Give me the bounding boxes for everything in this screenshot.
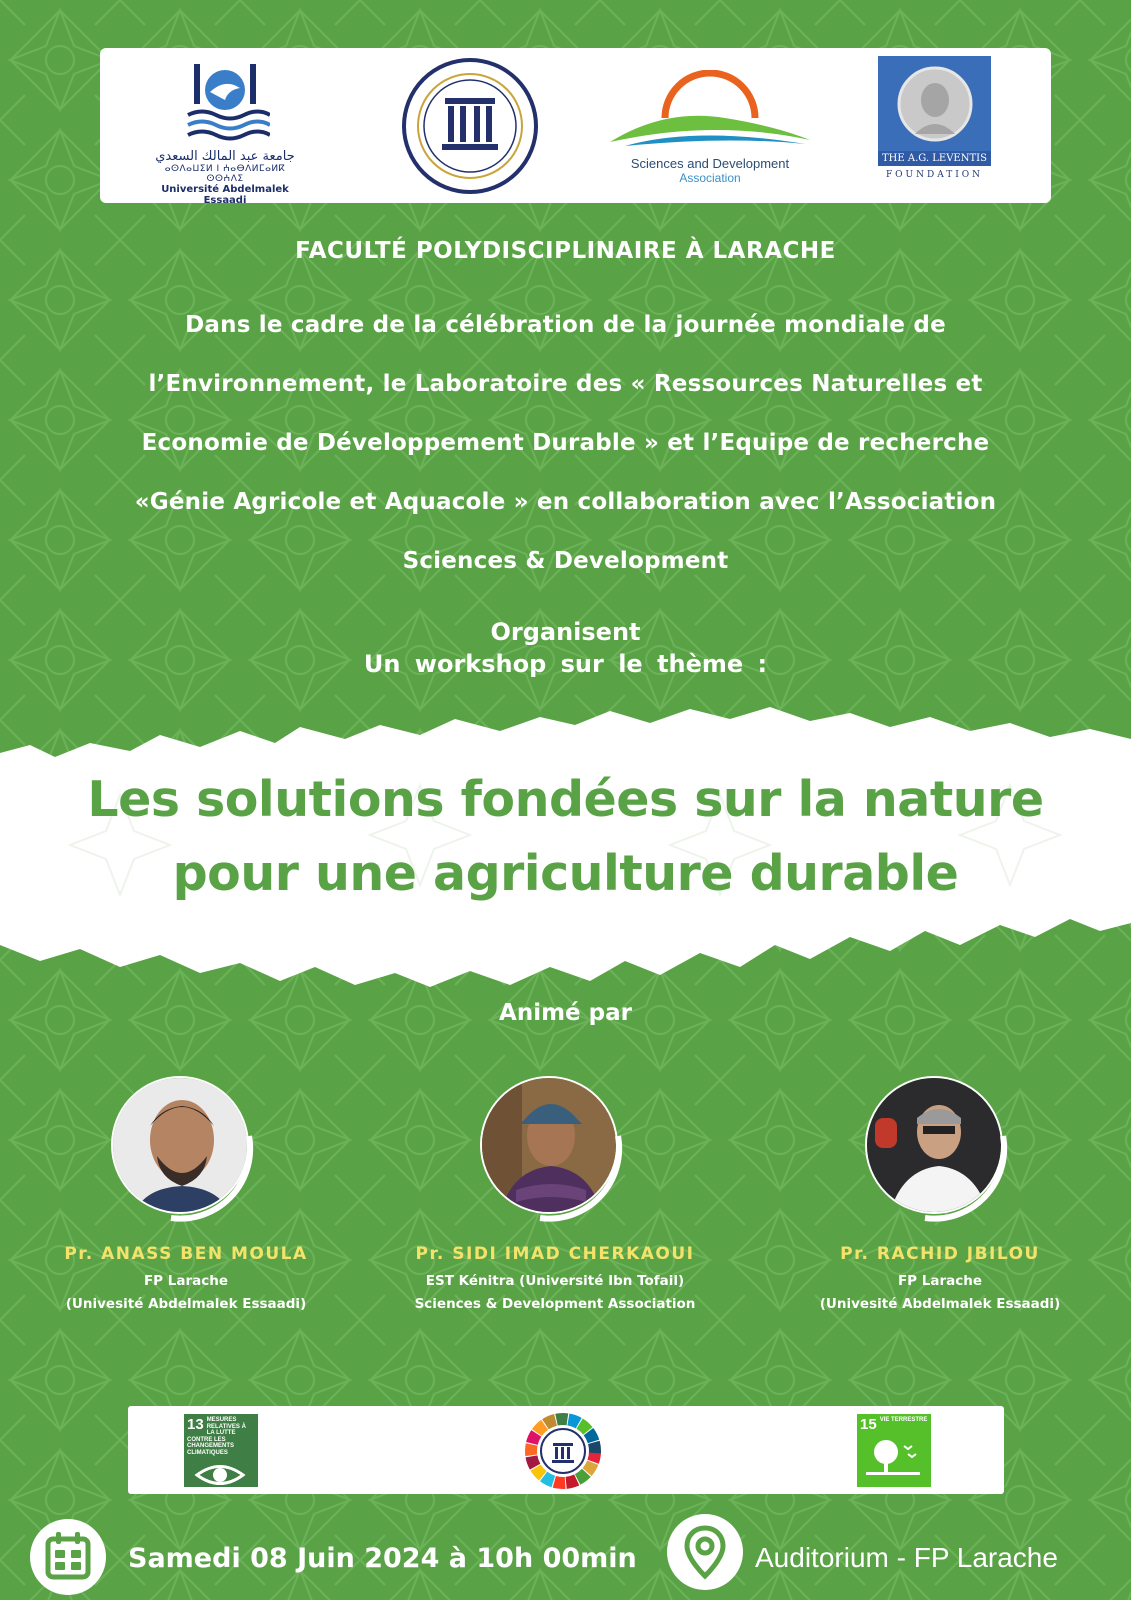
speaker-photo-arc xyxy=(480,1076,630,1226)
speaker-card xyxy=(385,1076,725,1316)
intro-line: «Génie Agricole et Aquacole » en collaboration avec l’Association xyxy=(134,489,997,515)
event-location: Auditorium - FP Larache xyxy=(755,1542,1058,1573)
calendar-icon xyxy=(30,1519,106,1595)
speaker-affiliation xyxy=(385,1270,725,1316)
intro-line: Sciences & Development xyxy=(402,548,729,574)
faculte-polydisciplinaire-larache-seal xyxy=(400,56,540,196)
speaker-photo-arc xyxy=(111,1076,261,1226)
leventis-name-line1: THE A.G. LEVENTIS xyxy=(878,151,991,166)
speaker-photo-frame xyxy=(111,1076,261,1226)
leventis-name-line2: FOUNDATION xyxy=(885,170,984,180)
tree-birds-icon xyxy=(860,1436,926,1480)
sdg15-label: VIE TERRESTRE xyxy=(879,1417,928,1423)
anime-par-label: Animé par xyxy=(499,1000,632,1026)
sdg15-life-on-land-icon xyxy=(857,1414,931,1487)
sdg15-number: 15 xyxy=(860,1416,877,1433)
speaker-affiliation-line: (Univesité Abdelmalek Essaadi) xyxy=(819,1296,1061,1312)
organisent-block xyxy=(0,616,1131,680)
intro-line: Economie de Développement Durable » et l’Equipe de recherche xyxy=(141,430,990,456)
speaker-name: Pr. SIDI IMAD CHERKAOUI xyxy=(415,1244,695,1264)
sdg13-number: 13 xyxy=(187,1416,204,1433)
speaker-affiliation xyxy=(770,1270,1110,1316)
intro-line: Dans le cadre de la célébration de la journée mondiale de xyxy=(185,312,946,338)
uae-arabic-name: جامعة عبد المالك السعدي xyxy=(155,149,295,164)
speaker-card xyxy=(16,1076,356,1316)
speaker-photo-frame xyxy=(865,1076,1015,1226)
intro-line: l’Environnement, le Laboratoire des « Ressources Naturelles et xyxy=(148,371,983,397)
faculty-heading: FACULTÉ POLYDISCIPLINAIRE À LARACHE xyxy=(295,238,836,264)
sciences-development-association-logo xyxy=(605,70,815,185)
title-line: Les solutions fondées sur la nature xyxy=(87,771,1044,828)
speaker-affiliation-line: FP Larache xyxy=(143,1273,229,1289)
speaker-affiliation xyxy=(16,1270,356,1316)
event-date: Samedi 08 Juin 2024 à 10h 00min xyxy=(128,1543,637,1574)
speaker-name: Pr. ANASS BEN MOULA xyxy=(64,1244,308,1264)
location-pin-icon xyxy=(667,1514,743,1590)
speaker-affiliation-line: FP Larache xyxy=(897,1273,983,1289)
sda-name-line1: Sciences and Development xyxy=(630,156,790,171)
workshop-text: Un workshop sur le thème : xyxy=(363,650,768,678)
speaker-card xyxy=(770,1076,1110,1316)
uae-tifinagh-name: ⴰⵙⴷⴰⵡⵉⵍ ⵏ ⵄⴰⴱⴷⵍⵎⴰⵍⴽ ⵙⵙⵄⴷⵉ xyxy=(164,164,286,184)
uae-french-name: Université Abdelmalek Essaadi xyxy=(161,184,289,206)
leventis-medallion-icon xyxy=(878,56,991,151)
sdg-banner xyxy=(128,1406,1004,1494)
sdg-wheel-icon xyxy=(523,1411,603,1491)
speaker-affiliation-line: Sciences & Development Association xyxy=(414,1296,696,1312)
sdg13-label: MESURES RELATIVES À LA LUTTE CONTRE LES CHANGEMENTS CLIMATIQUES xyxy=(187,1417,246,1456)
speaker-photo-frame xyxy=(480,1076,630,1226)
speaker-affiliation-line: (Univesité Abdelmalek Essaadi) xyxy=(65,1296,307,1312)
sda-name-line2: Association xyxy=(679,171,741,185)
speaker-photo-arc xyxy=(865,1076,1015,1226)
sdg13-climate-action-icon xyxy=(184,1414,258,1487)
speaker-affiliation-line: EST Kénitra (Université Ibn Tofail) xyxy=(425,1273,685,1289)
title-line: pour une agriculture durable xyxy=(172,845,959,902)
dove-wave-icon xyxy=(180,60,270,145)
organisent-text: Organisent xyxy=(490,618,641,646)
universite-abdelmalek-essaadi-logo xyxy=(145,60,305,206)
sunrise-hill-icon xyxy=(605,70,815,150)
logo-banner xyxy=(100,48,1051,206)
workshop-title xyxy=(0,763,1131,911)
intro-paragraph xyxy=(70,296,1061,591)
ag-leventis-foundation-logo xyxy=(878,56,991,196)
speaker-name: Pr. RACHID JBILOU xyxy=(840,1244,1040,1264)
eye-globe-icon xyxy=(187,1460,253,1490)
